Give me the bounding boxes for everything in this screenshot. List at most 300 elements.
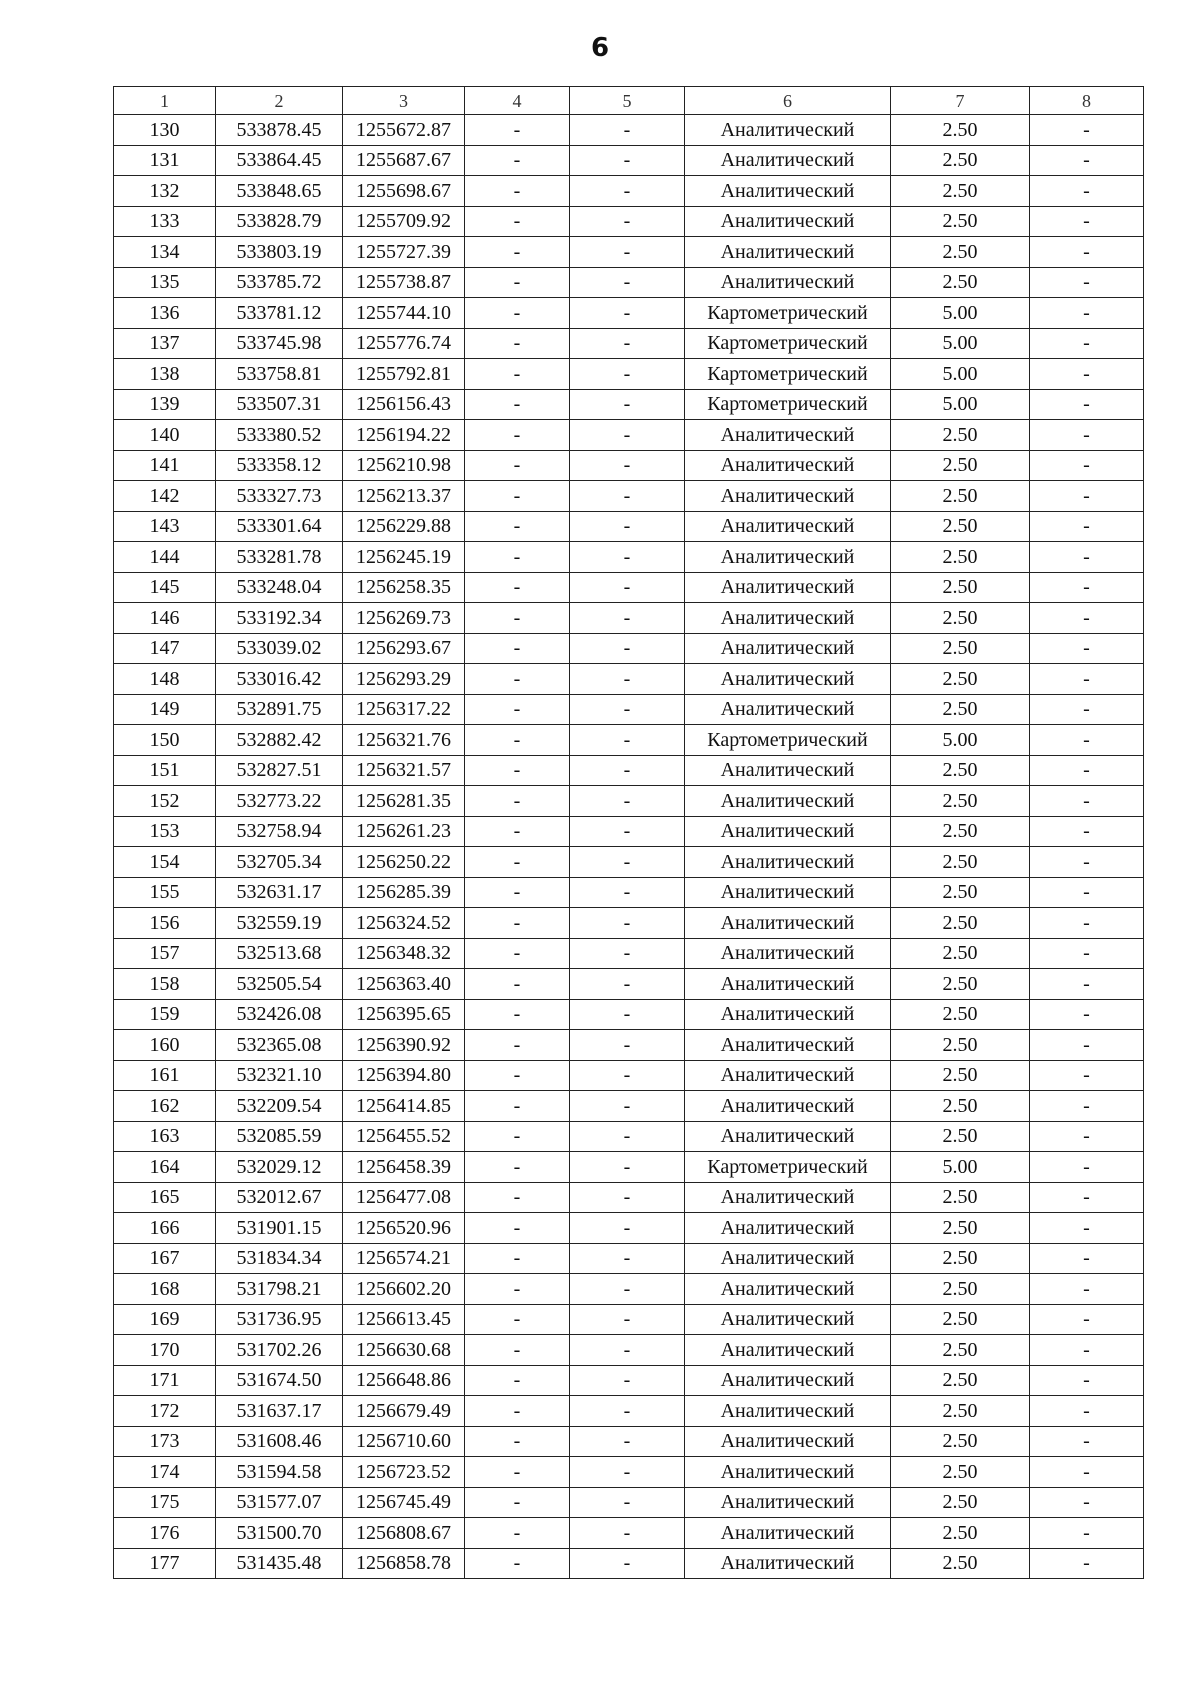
x-coordinate-cell: 533864.45 xyxy=(216,145,343,176)
table-row xyxy=(114,1152,1144,1183)
column-8-cell: - xyxy=(1030,389,1144,420)
x-coordinate-cell: 532559.19 xyxy=(216,908,343,939)
column-5-cell: - xyxy=(570,755,685,786)
accuracy-cell: 2.50 xyxy=(891,786,1030,817)
point-number-cell: 142 xyxy=(114,481,216,512)
y-coordinate-cell: 1256324.52 xyxy=(343,908,465,939)
point-number-cell: 133 xyxy=(114,206,216,237)
method-cell: Картометрический xyxy=(685,389,891,420)
column-4-cell: - xyxy=(465,1548,570,1579)
table-row xyxy=(114,1548,1144,1579)
method-cell: Картометрический xyxy=(685,328,891,359)
column-4-cell: - xyxy=(465,1060,570,1091)
table-row xyxy=(114,1060,1144,1091)
column-5-cell: - xyxy=(570,1243,685,1274)
point-number-cell: 154 xyxy=(114,847,216,878)
column-5-cell: - xyxy=(570,1518,685,1549)
table-row xyxy=(114,969,1144,1000)
point-number-cell: 168 xyxy=(114,1274,216,1305)
accuracy-cell: 2.50 xyxy=(891,1396,1030,1427)
column-4-cell: - xyxy=(465,115,570,146)
table-row xyxy=(114,1182,1144,1213)
accuracy-cell: 2.50 xyxy=(891,145,1030,176)
table-row xyxy=(114,115,1144,146)
table-row xyxy=(114,1304,1144,1335)
x-coordinate-cell: 531608.46 xyxy=(216,1426,343,1457)
column-8-cell: - xyxy=(1030,1182,1144,1213)
y-coordinate-cell: 1256455.52 xyxy=(343,1121,465,1152)
column-8-cell: - xyxy=(1030,1091,1144,1122)
y-coordinate-cell: 1256363.40 xyxy=(343,969,465,1000)
table-row xyxy=(114,1487,1144,1518)
column-8-cell: - xyxy=(1030,1335,1144,1366)
method-cell: Аналитический xyxy=(685,877,891,908)
y-coordinate-cell: 1256613.45 xyxy=(343,1304,465,1335)
point-number-cell: 159 xyxy=(114,999,216,1030)
y-coordinate-cell: 1256229.88 xyxy=(343,511,465,542)
y-coordinate-cell: 1256321.57 xyxy=(343,755,465,786)
y-coordinate-cell: 1256321.76 xyxy=(343,725,465,756)
column-8-cell: - xyxy=(1030,511,1144,542)
x-coordinate-cell: 531798.21 xyxy=(216,1274,343,1305)
accuracy-cell: 2.50 xyxy=(891,450,1030,481)
x-coordinate-cell: 533745.98 xyxy=(216,328,343,359)
y-coordinate-cell: 1255727.39 xyxy=(343,237,465,268)
column-8-cell: - xyxy=(1030,1152,1144,1183)
y-coordinate-cell: 1255698.67 xyxy=(343,176,465,207)
table-row xyxy=(114,420,1144,451)
y-coordinate-cell: 1256458.39 xyxy=(343,1152,465,1183)
method-cell: Аналитический xyxy=(685,1060,891,1091)
column-4-cell: - xyxy=(465,176,570,207)
y-coordinate-cell: 1256723.52 xyxy=(343,1457,465,1488)
x-coordinate-cell: 532085.59 xyxy=(216,1121,343,1152)
table-row xyxy=(114,755,1144,786)
column-header-8: 8 xyxy=(1030,87,1144,115)
column-5-cell: - xyxy=(570,298,685,329)
table-row xyxy=(114,816,1144,847)
table-row xyxy=(114,511,1144,542)
column-5-cell: - xyxy=(570,969,685,1000)
y-coordinate-cell: 1256710.60 xyxy=(343,1426,465,1457)
column-4-cell: - xyxy=(465,999,570,1030)
column-5-cell: - xyxy=(570,1213,685,1244)
point-number-cell: 138 xyxy=(114,359,216,390)
accuracy-cell: 2.50 xyxy=(891,1060,1030,1091)
column-4-cell: - xyxy=(465,755,570,786)
column-5-cell: - xyxy=(570,633,685,664)
column-header-6: 6 xyxy=(685,87,891,115)
x-coordinate-cell: 532827.51 xyxy=(216,755,343,786)
coordinates-table xyxy=(113,86,1144,1579)
column-4-cell: - xyxy=(465,664,570,695)
table-row xyxy=(114,298,1144,329)
column-5-cell: - xyxy=(570,1426,685,1457)
column-8-cell: - xyxy=(1030,572,1144,603)
y-coordinate-cell: 1256213.37 xyxy=(343,481,465,512)
column-4-cell: - xyxy=(465,359,570,390)
x-coordinate-cell: 532891.75 xyxy=(216,694,343,725)
method-cell: Аналитический xyxy=(685,1335,891,1366)
x-coordinate-cell: 532773.22 xyxy=(216,786,343,817)
table-row xyxy=(114,359,1144,390)
accuracy-cell: 5.00 xyxy=(891,359,1030,390)
y-coordinate-cell: 1256520.96 xyxy=(343,1213,465,1244)
column-header-4: 4 xyxy=(465,87,570,115)
table-row xyxy=(114,572,1144,603)
accuracy-cell: 2.50 xyxy=(891,664,1030,695)
point-number-cell: 177 xyxy=(114,1548,216,1579)
x-coordinate-cell: 533016.42 xyxy=(216,664,343,695)
accuracy-cell: 5.00 xyxy=(891,328,1030,359)
accuracy-cell: 2.50 xyxy=(891,1030,1030,1061)
x-coordinate-cell: 532705.34 xyxy=(216,847,343,878)
column-5-cell: - xyxy=(570,1060,685,1091)
x-coordinate-cell: 532321.10 xyxy=(216,1060,343,1091)
column-8-cell: - xyxy=(1030,1518,1144,1549)
method-cell: Картометрический xyxy=(685,298,891,329)
column-4-cell: - xyxy=(465,694,570,725)
y-coordinate-cell: 1256390.92 xyxy=(343,1030,465,1061)
column-8-cell: - xyxy=(1030,176,1144,207)
column-8-cell: - xyxy=(1030,694,1144,725)
method-cell: Аналитический xyxy=(685,908,891,939)
column-5-cell: - xyxy=(570,1152,685,1183)
column-5-cell: - xyxy=(570,389,685,420)
method-cell: Аналитический xyxy=(685,145,891,176)
x-coordinate-cell: 532012.67 xyxy=(216,1182,343,1213)
accuracy-cell: 2.50 xyxy=(891,1335,1030,1366)
point-number-cell: 155 xyxy=(114,877,216,908)
column-4-cell: - xyxy=(465,389,570,420)
point-number-cell: 153 xyxy=(114,816,216,847)
table-row xyxy=(114,145,1144,176)
accuracy-cell: 2.50 xyxy=(891,1243,1030,1274)
y-coordinate-cell: 1256648.86 xyxy=(343,1365,465,1396)
accuracy-cell: 2.50 xyxy=(891,1426,1030,1457)
column-5-cell: - xyxy=(570,694,685,725)
method-cell: Аналитический xyxy=(685,1426,891,1457)
method-cell: Аналитический xyxy=(685,1518,891,1549)
table-row xyxy=(114,1365,1144,1396)
column-4-cell: - xyxy=(465,145,570,176)
y-coordinate-cell: 1256210.98 xyxy=(343,450,465,481)
column-4-cell: - xyxy=(465,267,570,298)
column-4-cell: - xyxy=(465,1243,570,1274)
point-number-cell: 160 xyxy=(114,1030,216,1061)
method-cell: Аналитический xyxy=(685,1548,891,1579)
point-number-cell: 146 xyxy=(114,603,216,634)
column-8-cell: - xyxy=(1030,1487,1144,1518)
method-cell: Аналитический xyxy=(685,755,891,786)
column-8-cell: - xyxy=(1030,1548,1144,1579)
column-5-cell: - xyxy=(570,847,685,878)
column-5-cell: - xyxy=(570,908,685,939)
point-number-cell: 156 xyxy=(114,908,216,939)
x-coordinate-cell: 533878.45 xyxy=(216,115,343,146)
method-cell: Аналитический xyxy=(685,237,891,268)
point-number-cell: 170 xyxy=(114,1335,216,1366)
column-8-cell: - xyxy=(1030,725,1144,756)
x-coordinate-cell: 533192.34 xyxy=(216,603,343,634)
column-5-cell: - xyxy=(570,1091,685,1122)
point-number-cell: 169 xyxy=(114,1304,216,1335)
column-4-cell: - xyxy=(465,1274,570,1305)
accuracy-cell: 2.50 xyxy=(891,847,1030,878)
column-4-cell: - xyxy=(465,1121,570,1152)
y-coordinate-cell: 1256258.35 xyxy=(343,572,465,603)
column-5-cell: - xyxy=(570,420,685,451)
column-4-cell: - xyxy=(465,938,570,969)
point-number-cell: 143 xyxy=(114,511,216,542)
x-coordinate-cell: 532029.12 xyxy=(216,1152,343,1183)
point-number-cell: 175 xyxy=(114,1487,216,1518)
x-coordinate-cell: 531674.50 xyxy=(216,1365,343,1396)
column-4-cell: - xyxy=(465,1152,570,1183)
column-5-cell: - xyxy=(570,237,685,268)
column-5-cell: - xyxy=(570,1304,685,1335)
column-5-cell: - xyxy=(570,725,685,756)
column-5-cell: - xyxy=(570,603,685,634)
x-coordinate-cell: 533507.31 xyxy=(216,389,343,420)
method-cell: Аналитический xyxy=(685,1487,891,1518)
method-cell: Аналитический xyxy=(685,511,891,542)
table-row xyxy=(114,176,1144,207)
column-5-cell: - xyxy=(570,511,685,542)
table-row xyxy=(114,1518,1144,1549)
y-coordinate-cell: 1255687.67 xyxy=(343,145,465,176)
table-row xyxy=(114,1121,1144,1152)
x-coordinate-cell: 533248.04 xyxy=(216,572,343,603)
table-row xyxy=(114,1396,1144,1427)
table-row xyxy=(114,1243,1144,1274)
column-8-cell: - xyxy=(1030,1457,1144,1488)
table-row xyxy=(114,481,1144,512)
column-5-cell: - xyxy=(570,206,685,237)
column-4-cell: - xyxy=(465,1091,570,1122)
table-row xyxy=(114,725,1144,756)
column-8-cell: - xyxy=(1030,1060,1144,1091)
table-row xyxy=(114,908,1144,939)
point-number-cell: 141 xyxy=(114,450,216,481)
method-cell: Аналитический xyxy=(685,481,891,512)
x-coordinate-cell: 532505.54 xyxy=(216,969,343,1000)
accuracy-cell: 5.00 xyxy=(891,725,1030,756)
accuracy-cell: 2.50 xyxy=(891,603,1030,634)
column-8-cell: - xyxy=(1030,999,1144,1030)
column-4-cell: - xyxy=(465,603,570,634)
column-4-cell: - xyxy=(465,633,570,664)
column-8-cell: - xyxy=(1030,115,1144,146)
x-coordinate-cell: 533358.12 xyxy=(216,450,343,481)
method-cell: Картометрический xyxy=(685,359,891,390)
method-cell: Аналитический xyxy=(685,1091,891,1122)
y-coordinate-cell: 1256574.21 xyxy=(343,1243,465,1274)
column-8-cell: - xyxy=(1030,1030,1144,1061)
point-number-cell: 151 xyxy=(114,755,216,786)
y-coordinate-cell: 1255672.87 xyxy=(343,115,465,146)
method-cell: Аналитический xyxy=(685,786,891,817)
point-number-cell: 145 xyxy=(114,572,216,603)
point-number-cell: 158 xyxy=(114,969,216,1000)
table-row xyxy=(114,267,1144,298)
method-cell: Аналитический xyxy=(685,176,891,207)
accuracy-cell: 2.50 xyxy=(891,176,1030,207)
column-8-cell: - xyxy=(1030,969,1144,1000)
column-4-cell: - xyxy=(465,511,570,542)
table-row xyxy=(114,847,1144,878)
column-8-cell: - xyxy=(1030,816,1144,847)
column-5-cell: - xyxy=(570,1487,685,1518)
table-row xyxy=(114,1274,1144,1305)
column-8-cell: - xyxy=(1030,1396,1144,1427)
x-coordinate-cell: 533803.19 xyxy=(216,237,343,268)
column-5-cell: - xyxy=(570,145,685,176)
accuracy-cell: 2.50 xyxy=(891,877,1030,908)
method-cell: Аналитический xyxy=(685,1030,891,1061)
column-header-1: 1 xyxy=(114,87,216,115)
y-coordinate-cell: 1256317.22 xyxy=(343,694,465,725)
table-row xyxy=(114,542,1144,573)
accuracy-cell: 2.50 xyxy=(891,1274,1030,1305)
column-4-cell: - xyxy=(465,786,570,817)
y-coordinate-cell: 1256394.80 xyxy=(343,1060,465,1091)
accuracy-cell: 2.50 xyxy=(891,999,1030,1030)
column-5-cell: - xyxy=(570,328,685,359)
method-cell: Картометрический xyxy=(685,1152,891,1183)
method-cell: Аналитический xyxy=(685,694,891,725)
column-header-7: 7 xyxy=(891,87,1030,115)
column-4-cell: - xyxy=(465,1213,570,1244)
column-5-cell: - xyxy=(570,572,685,603)
column-8-cell: - xyxy=(1030,145,1144,176)
column-5-cell: - xyxy=(570,1457,685,1488)
column-8-cell: - xyxy=(1030,298,1144,329)
column-4-cell: - xyxy=(465,1304,570,1335)
method-cell: Аналитический xyxy=(685,816,891,847)
y-coordinate-cell: 1255792.81 xyxy=(343,359,465,390)
y-coordinate-cell: 1256269.73 xyxy=(343,603,465,634)
column-8-cell: - xyxy=(1030,1274,1144,1305)
method-cell: Аналитический xyxy=(685,115,891,146)
x-coordinate-cell: 532209.54 xyxy=(216,1091,343,1122)
accuracy-cell: 2.50 xyxy=(891,1182,1030,1213)
x-coordinate-cell: 533281.78 xyxy=(216,542,343,573)
method-cell: Аналитический xyxy=(685,420,891,451)
column-5-cell: - xyxy=(570,1030,685,1061)
column-4-cell: - xyxy=(465,1182,570,1213)
table-row xyxy=(114,450,1144,481)
column-5-cell: - xyxy=(570,1335,685,1366)
table-row xyxy=(114,1426,1144,1457)
column-8-cell: - xyxy=(1030,542,1144,573)
column-8-cell: - xyxy=(1030,359,1144,390)
accuracy-cell: 2.50 xyxy=(891,572,1030,603)
column-8-cell: - xyxy=(1030,664,1144,695)
table-row xyxy=(114,603,1144,634)
x-coordinate-cell: 531500.70 xyxy=(216,1518,343,1549)
point-number-cell: 132 xyxy=(114,176,216,207)
y-coordinate-cell: 1256414.85 xyxy=(343,1091,465,1122)
table-row xyxy=(114,237,1144,268)
accuracy-cell: 2.50 xyxy=(891,542,1030,573)
point-number-cell: 165 xyxy=(114,1182,216,1213)
method-cell: Аналитический xyxy=(685,1396,891,1427)
column-5-cell: - xyxy=(570,1121,685,1152)
column-4-cell: - xyxy=(465,1030,570,1061)
column-8-cell: - xyxy=(1030,786,1144,817)
point-number-cell: 131 xyxy=(114,145,216,176)
point-number-cell: 161 xyxy=(114,1060,216,1091)
table-header xyxy=(114,87,1144,115)
accuracy-cell: 2.50 xyxy=(891,267,1030,298)
point-number-cell: 137 xyxy=(114,328,216,359)
column-4-cell: - xyxy=(465,298,570,329)
table-row xyxy=(114,206,1144,237)
column-4-cell: - xyxy=(465,450,570,481)
column-4-cell: - xyxy=(465,725,570,756)
method-cell: Аналитический xyxy=(685,938,891,969)
x-coordinate-cell: 533380.52 xyxy=(216,420,343,451)
column-4-cell: - xyxy=(465,1457,570,1488)
accuracy-cell: 2.50 xyxy=(891,1457,1030,1488)
column-4-cell: - xyxy=(465,420,570,451)
y-coordinate-cell: 1256285.39 xyxy=(343,877,465,908)
point-number-cell: 148 xyxy=(114,664,216,695)
x-coordinate-cell: 531577.07 xyxy=(216,1487,343,1518)
column-8-cell: - xyxy=(1030,1426,1144,1457)
column-8-cell: - xyxy=(1030,603,1144,634)
column-5-cell: - xyxy=(570,1396,685,1427)
y-coordinate-cell: 1256348.32 xyxy=(343,938,465,969)
x-coordinate-cell: 531702.26 xyxy=(216,1335,343,1366)
column-5-cell: - xyxy=(570,267,685,298)
column-5-cell: - xyxy=(570,542,685,573)
accuracy-cell: 2.50 xyxy=(891,115,1030,146)
column-4-cell: - xyxy=(465,1426,570,1457)
point-number-cell: 157 xyxy=(114,938,216,969)
accuracy-cell: 5.00 xyxy=(891,298,1030,329)
accuracy-cell: 5.00 xyxy=(891,389,1030,420)
y-coordinate-cell: 1256858.78 xyxy=(343,1548,465,1579)
x-coordinate-cell: 533301.64 xyxy=(216,511,343,542)
table-body xyxy=(114,115,1144,1579)
point-number-cell: 163 xyxy=(114,1121,216,1152)
table-row xyxy=(114,1091,1144,1122)
column-5-cell: - xyxy=(570,1274,685,1305)
column-5-cell: - xyxy=(570,816,685,847)
accuracy-cell: 2.50 xyxy=(891,1487,1030,1518)
x-coordinate-cell: 531901.15 xyxy=(216,1213,343,1244)
point-number-cell: 147 xyxy=(114,633,216,664)
column-5-cell: - xyxy=(570,450,685,481)
y-coordinate-cell: 1255738.87 xyxy=(343,267,465,298)
table-row xyxy=(114,694,1144,725)
method-cell: Аналитический xyxy=(685,1121,891,1152)
method-cell: Аналитический xyxy=(685,1213,891,1244)
x-coordinate-cell: 532513.68 xyxy=(216,938,343,969)
point-number-cell: 166 xyxy=(114,1213,216,1244)
column-8-cell: - xyxy=(1030,1121,1144,1152)
column-8-cell: - xyxy=(1030,206,1144,237)
x-coordinate-cell: 533039.02 xyxy=(216,633,343,664)
point-number-cell: 167 xyxy=(114,1243,216,1274)
column-4-cell: - xyxy=(465,969,570,1000)
point-number-cell: 144 xyxy=(114,542,216,573)
column-4-cell: - xyxy=(465,1365,570,1396)
y-coordinate-cell: 1256630.68 xyxy=(343,1335,465,1366)
accuracy-cell: 2.50 xyxy=(891,1121,1030,1152)
